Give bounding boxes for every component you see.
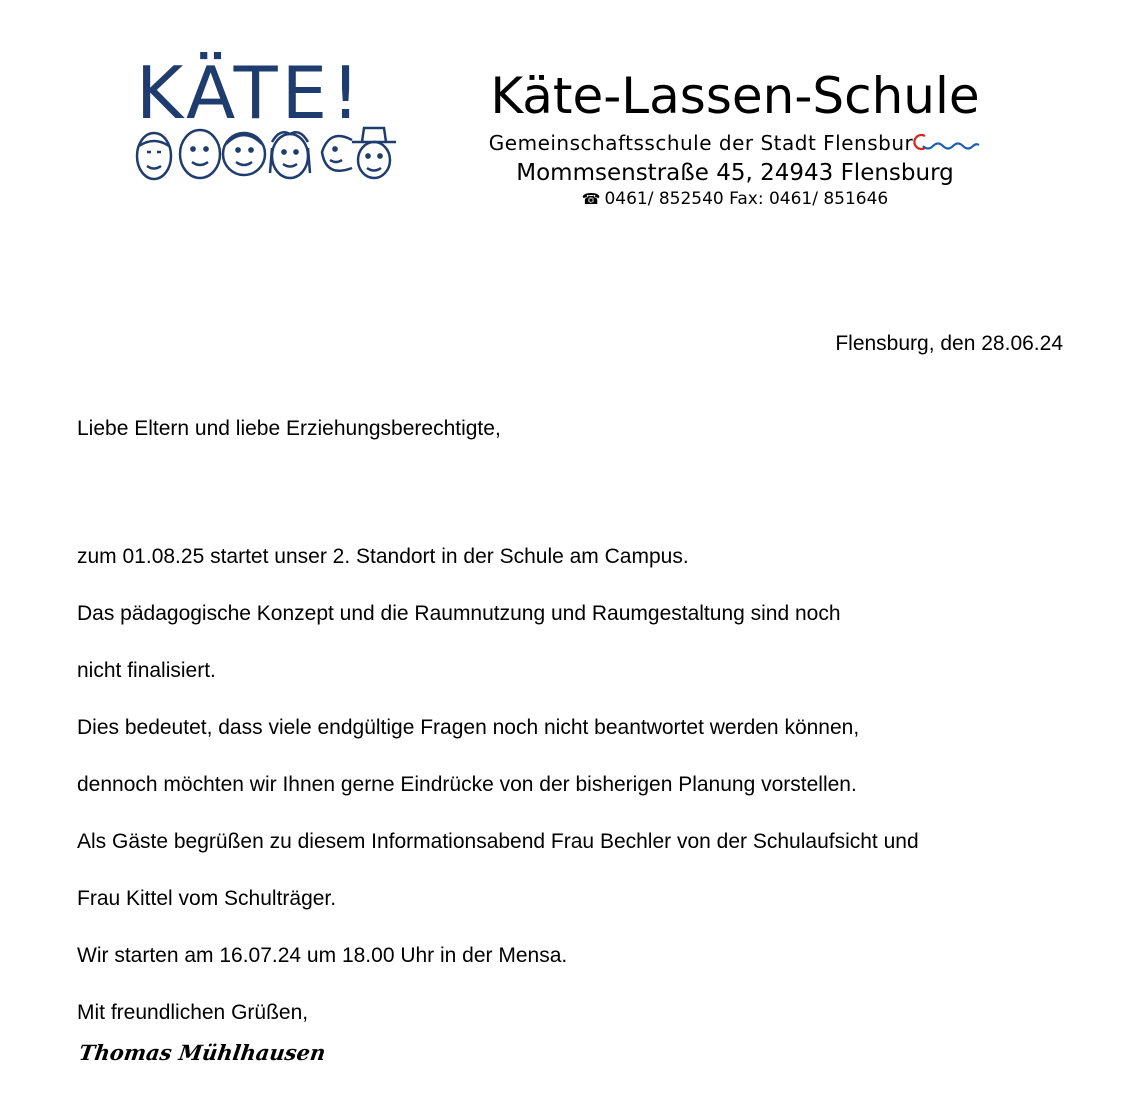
letter-date: Flensburg, den 28.06.24 xyxy=(835,332,1063,355)
signature: Thomas Mühlhausen xyxy=(77,1040,328,1065)
subtitle-text: Gemeinschaftsschule der Stadt Flensbur xyxy=(488,131,914,155)
letter-salutation: Liebe Eltern und liebe Erziehungsberechtigte, xyxy=(77,417,501,440)
school-phone xyxy=(440,188,1030,210)
body-line: Frau Kittel vom Schulträger. xyxy=(77,887,337,910)
body-line: nicht finalisiert. xyxy=(77,659,216,682)
body-line: Als Gäste begrüßen zu diesem Informationsabend Frau Bechler von der Schulaufsicht und xyxy=(77,830,919,853)
logo-faces-icon xyxy=(137,128,396,179)
body-line: zum 01.08.25 startet unser 2. Standort in der Schule am Campus. xyxy=(77,545,689,568)
logo-text: KÄTE! xyxy=(136,51,364,135)
body-line: Dies bedeutet, dass viele endgültige Fragen noch nicht beantwortet werden können, xyxy=(77,716,860,739)
phone-fax-text: 0461/ 852540 Fax: 0461/ 851646 xyxy=(604,189,889,209)
telephone-icon: ☎ xyxy=(581,190,601,208)
school-address: Mommsenstraße 45, 24943 Flensburg xyxy=(516,160,954,186)
school-name: Käte-Lassen-Schule xyxy=(490,67,980,125)
logo-graphic xyxy=(130,28,400,188)
school-logo xyxy=(130,28,400,188)
city-wave-logo-icon xyxy=(911,131,981,159)
closing-line: Mit freundlichen Grüßen, xyxy=(77,1001,309,1024)
body-line: Das pädagogische Konzept und die Raumnutzung und Raumgestaltung sind noch xyxy=(77,602,841,625)
body-line: dennoch möchten wir Ihnen gerne Eindrücke von der bisherigen Planung vorstellen. xyxy=(77,773,857,796)
body-line: Wir starten am 16.07.24 um 18.00 Uhr in der Mensa. xyxy=(77,944,568,967)
letter-body xyxy=(77,528,1087,1041)
school-subtitle xyxy=(440,130,1030,159)
